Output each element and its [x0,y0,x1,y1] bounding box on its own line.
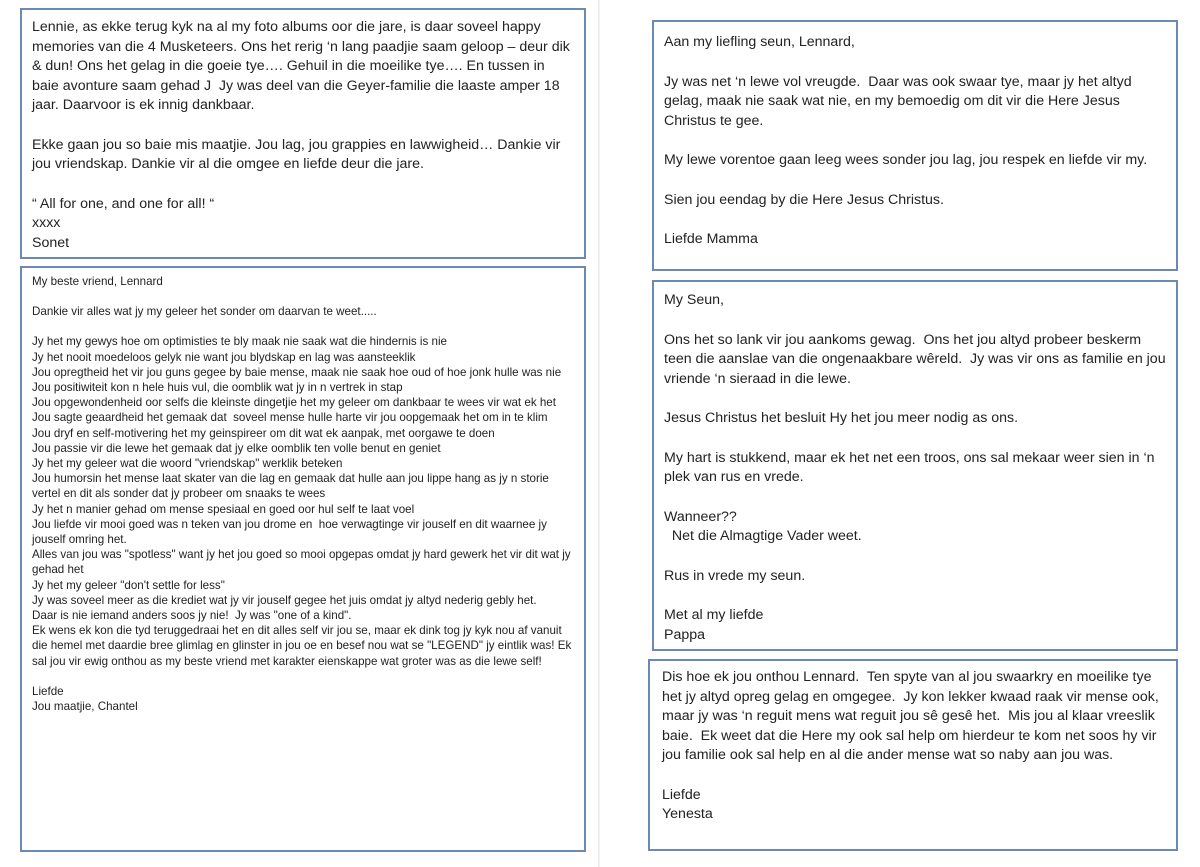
tribute-signature: Jou maatjie, Chantel [32,700,138,714]
tribute-paragraph: My lewe vorentoe gaan leeg wees sonder jou lag, jou respek en liefde vir my. [664,152,1148,168]
list-item: Jou opgewondenheid oor selfs die kleinste dingetjie het my geleer om dankbaar te wees vir wat ek het [32,396,556,410]
tribute-paragraph: Rus in vrede my seun. [664,567,806,584]
list-item: Jou sagte geaardheid het gemaak dat soveel mense hulle harte vir jou oopgemaak het om in te klim [32,411,548,425]
list-item: Jou liefde vir mooi goed was n teken van jou drome en hoe verwagtinge vir jouself en dit waarnee jy jouself omring het. [32,517,551,547]
list-item: Jou passie vir die lewe het gemaak dat jy elke oomblik ten volle benut en geniet [32,441,441,455]
tribute-closing: Liefde [662,786,701,803]
list-item: Jy het my geleer "don't settle for less" [32,578,225,592]
tribute-box-sonet [20,8,586,259]
tribute-signature: Yenesta [662,806,713,822]
tribute-paragraph: My hart is stukkend, maar ek het net een troos, ons sal mekaar weer sien in ‘n plek van rus en vrede. [664,449,1159,485]
tribute-paragraph: Jesus Christus het besluit Hy het jou meer nodig as ons. [664,410,1019,426]
list-item: Jou positiwiteit kon n hele huis vul, die oomblik wat jy in n vertrek in stap [32,381,403,395]
list-item: Alles van jou was "spotless" want jy het jou goed so mooi opgepas omdat jy hard gewerk het vir dit wat jy gehad het [32,548,574,577]
tribute-greeting: Aan my liefling seun, Lennard, [664,34,855,50]
tribute-signature: Pappa [664,626,706,643]
tribute-intro: Dankie vir alles wat jy my geleer het sonder om daarvan te weet..... [32,305,377,319]
tribute-box-pappa [652,280,1178,651]
list-item: Jy was soveel meer as die krediet wat jy vir jouself gegee het juis omdat jy altyd nederig gebly het. [32,593,537,607]
tribute-signature: Sonet [32,234,70,251]
list-item: Jy het n manier gehad om mense spesiaal en goed oor hul self te laat voel [32,502,415,516]
tribute-box-chantel [20,266,586,852]
list-item: Jou dryf en self-motivering het my geinspireer om dit wat ek aanpak, met oorgawe te doen [32,426,495,440]
tribute-greeting: My Seun, [664,292,724,308]
tribute-question: Wanneer?? [664,508,737,525]
tribute-answer: Net die Almagtige Vader weet. [664,528,862,544]
list-item: Jy het nooit moedeloos gelyk nie want jou blydskap en lag was aansteeklik [32,350,416,364]
tribute-paragraph: Jy was net ‘n lewe vol vreugde. Daar was ook swaar tye, maar jy het altyd gelag, maak nie saak wat nie, en my bemoedig om dit vir die Here Jesus Christus te gee. [664,73,1136,129]
list-item: Jy het my gewys hoe om optimisties te bly maak nie saak wat die hindernis is nie [32,335,447,349]
page-fold [598,0,600,867]
tribute-paragraph: Ekke gaan jou so baie mis maatjie. Jou lag, jou grappies en lawwigheid… Dankie vir jou vriendskap. Dankie vir al die omgee en liefde deur die jare. [32,136,565,172]
tribute-box-yenesta [648,659,1178,851]
tribute-greeting: My beste vriend, Lennard [32,275,163,288]
tribute-paragraph: Sien jou eendag by die Here Jesus Christus. [664,191,944,208]
tribute-paragraph: Dis hoe ek jou onthou Lennard. Ten spyte van al jou swaarkry en moeilike tye het jy altyd opreg gelag en omgegee. Jy kon lekker kwaad raak vir mense ook, maar jy was ‘n reguit mens wat reguit jou sê gesê het. Mis jou al klaar vreeslik baie. Ek weet dat die Here my ook sal help om hierdeur te kom net soos hy vir jou familie ook sal help en al die ander mense wat so naby aan jou was. [662,669,1163,763]
list-item: Jy het my geleer wat die woord "vriendskap" werklik beteken [32,457,343,471]
list-item: Daar is nie iemand anders soos jy nie! Jy was "one of a kind". [32,609,352,623]
tribute-paragraph: Ons het so lank vir jou aankoms gewag. Ons het jou altyd probeer beskerm teen die aanslae van die ongenaakbare wêreld. Jy was vir ons as familie en jou vriende ‘n sieraad in die lewe. [664,331,1170,387]
tribute-signature: Liefde Mamma [664,231,758,247]
list-item: Ek wens ek kon die tyd teruggedraai het en dit alles self vir jou se, maar ek dink tog jy kyk nou af vanuit die hemel met daardie bree glimlag en glinster in jou oe en besef nou wat se "LEGEND" jy eintlik was! Ek sal jou vir ewig onthou as my beste vriend met karakter eienskappe wat groter was as die lewe self! [32,624,575,668]
tribute-paragraph: Lennie, as ekke terug kyk na al my foto albums oor die jare, is daar soveel happy memories van die 4 Musketeers. Ons het rerig ‘n lang paadjie saam geloop – deur dik & dun! Ons het gelag in die goeie tye…. Gehuil in die moeilike tye…. En tussen in baie avonture saam gehad J Jy was deel van die Geyer-familie die laaste amper 18 jaar. Daarvoor is ek innig dankbaar. [32,19,574,113]
tribute-quote: “ All for one, and one for all! “ [32,195,215,212]
tribute-kisses: xxxx [32,215,61,231]
tribute-closing: Met al my liefde [664,607,764,623]
tribute-closing: Liefde [32,684,64,698]
list-item: Jou opregtheid het vir jou guns gegee by baie mense, maak nie saak hoe oud of hoe jonk hulle was nie [32,365,562,379]
tribute-box-mamma [652,20,1178,271]
list-item: Jou humorsin het mense laat skater van die lag en gemaak dat hulle aan jou lippe hang as jy n storie vertel en dit als sonder dat jy probeer om snaaks te wees [32,472,553,501]
